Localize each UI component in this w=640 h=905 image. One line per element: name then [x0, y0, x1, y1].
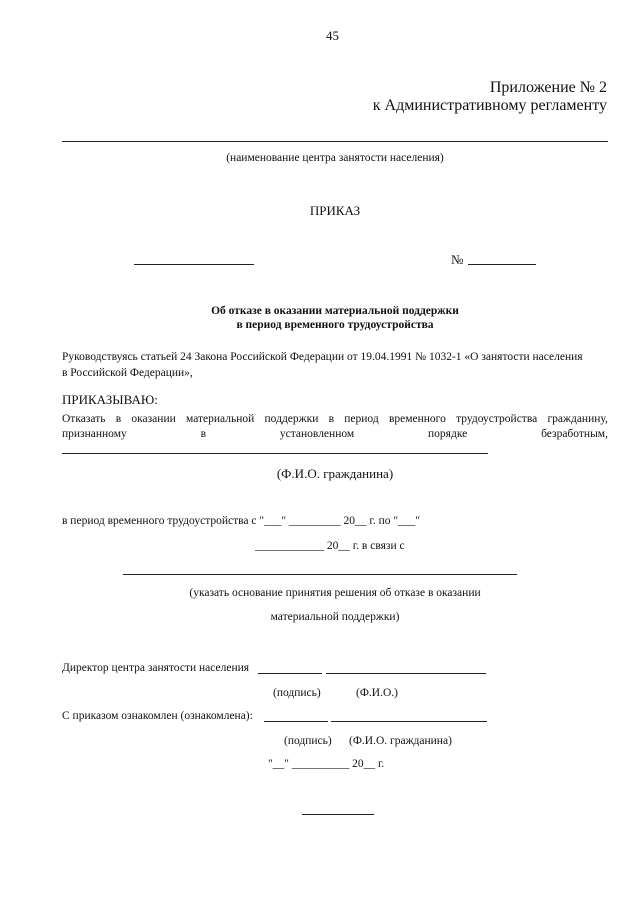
- refusal-word: признанному: [62, 428, 127, 440]
- acknowledged-signature-caption: (подпись): [284, 735, 332, 747]
- reason-caption-line1: (указать основание принятия решения об отказе в оказании: [189, 587, 481, 599]
- refusal-word: временного: [388, 413, 446, 425]
- acknowledged-name-caption: (Ф.И.О. гражданина): [349, 735, 452, 747]
- order-word: ПРИКАЗЫВАЮ:: [62, 392, 158, 407]
- refusal-word: установленном: [279, 428, 355, 440]
- document-heading-line2: в период временного трудоустройства: [236, 319, 434, 331]
- refusal-word: период: [344, 413, 379, 425]
- refusal-word: в: [328, 413, 335, 425]
- legal-basis-line1: Руководствуясь статьей 24 Закона Российской Федерации от 19.04.1991 № 1032-1 «О занятости населения: [62, 351, 583, 363]
- refusal-word: поддержки: [264, 413, 319, 425]
- acknowledged-name-line: [331, 721, 487, 722]
- refusal-word: порядке: [428, 428, 468, 440]
- refusal-word: трудоустройства: [456, 413, 538, 425]
- refusal-word: Отказать: [62, 413, 106, 425]
- citizen-name-caption: (Ф.И.О. гражданина): [276, 466, 394, 481]
- date-field-line: [134, 264, 254, 265]
- acknowledged-date: "__" __________ 20__ г.: [268, 758, 385, 770]
- center-name-caption: (наименование центра занятости населения): [226, 152, 444, 164]
- director-name-caption: (Ф.И.О.): [356, 687, 398, 699]
- period-line2: ____________ 20__ г. в связи с: [255, 540, 405, 552]
- director-name-line: [326, 673, 486, 674]
- director-signature-line: [258, 673, 322, 674]
- refusal-word: безработным,: [541, 428, 608, 440]
- period-line1: в период временного трудоустройства с "___" _________ 20__ г. по "___": [62, 515, 420, 527]
- appendix-title: Приложение № 2: [489, 79, 607, 96]
- document-heading-line1: Об отказе в оказании материальной поддержки: [211, 305, 459, 317]
- number-label: №: [451, 252, 464, 267]
- refusal-text-line1: [62, 413, 608, 425]
- refusal-word: материальной: [186, 413, 255, 425]
- page-number: 45: [326, 28, 339, 43]
- closing-separator: [302, 814, 374, 815]
- number-field-line: [468, 264, 536, 265]
- refusal-word: оказании: [131, 413, 176, 425]
- refusal-word: в: [200, 428, 207, 440]
- appendix-subtitle: к Административному регламенту: [372, 97, 607, 114]
- refusal-word: гражданину,: [547, 413, 608, 425]
- legal-basis-line2: в Российской Федерации»,: [62, 367, 193, 379]
- center-name-line: [62, 141, 608, 142]
- director-signature-caption: (подпись): [273, 687, 321, 699]
- acknowledged-label: С приказом ознакомлен (ознакомлена):: [62, 710, 253, 722]
- acknowledged-signature-line: [264, 721, 328, 722]
- refusal-text-line2: [62, 428, 608, 440]
- citizen-name-line: [62, 453, 488, 454]
- reason-line: [123, 574, 517, 575]
- document-type-title: ПРИКАЗ: [309, 203, 361, 218]
- refusal-word: в: [115, 413, 122, 425]
- reason-caption-line2: материальной поддержки): [270, 611, 400, 623]
- director-label: Директор центра занятости населения: [62, 662, 250, 674]
